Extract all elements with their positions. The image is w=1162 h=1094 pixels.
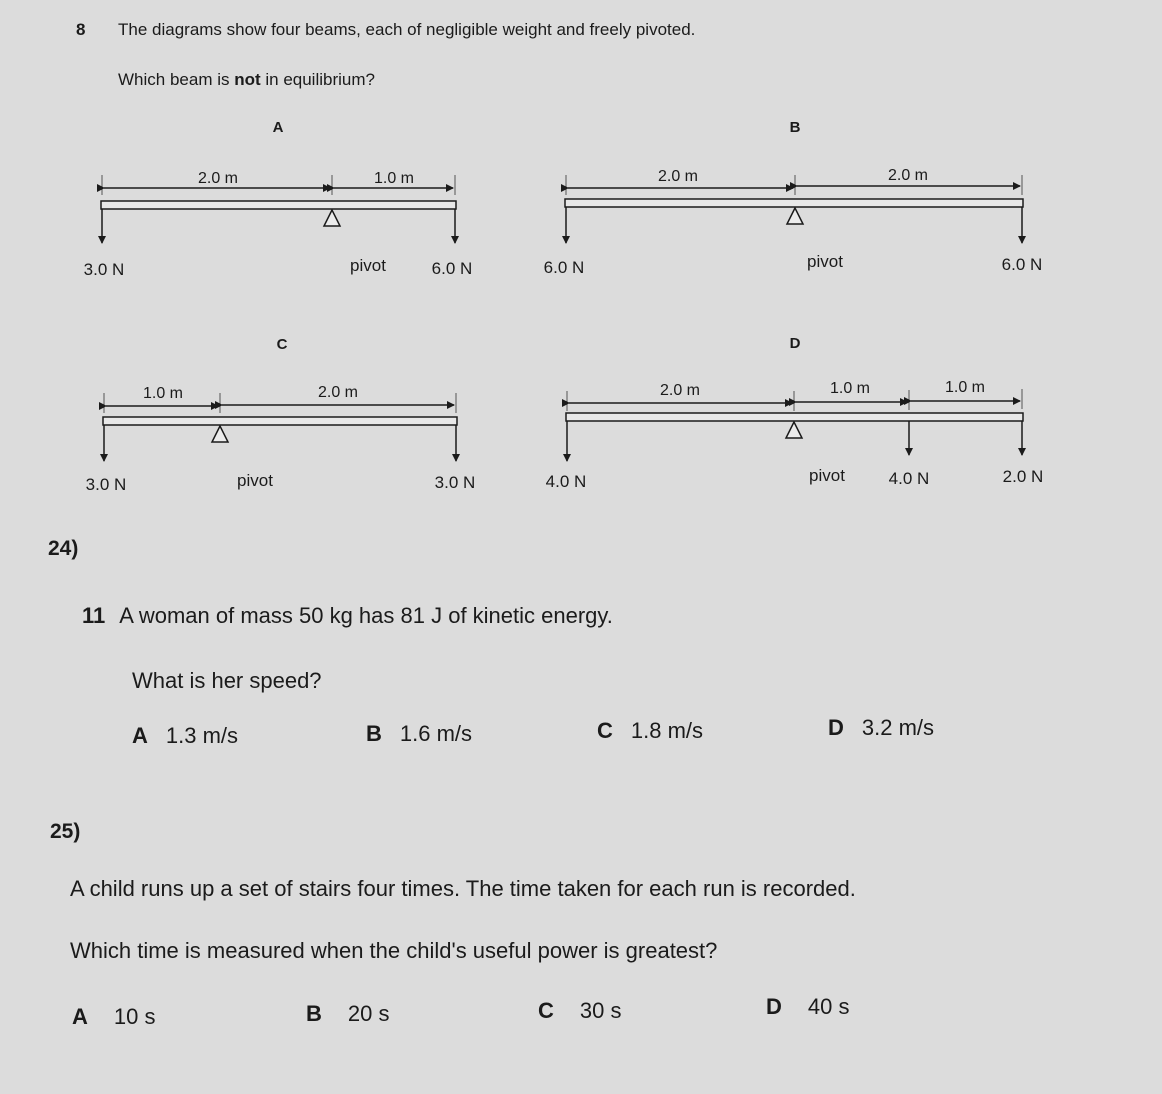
question-number: 8 — [76, 20, 86, 39]
beam-d-left-force: 4.0 N — [545, 472, 587, 491]
beam-c-left-force: 3.0 N — [85, 475, 127, 494]
beam-d — [546, 335, 1044, 491]
beam-d-bar — [566, 413, 1023, 421]
beam-b — [544, 119, 1043, 277]
q11-number: 11 — [82, 603, 106, 628]
q11-stem — [82, 603, 613, 629]
beam-b-dim1: 2.0 m — [657, 168, 699, 185]
beam-a-dim2: 1.0 m — [373, 170, 415, 187]
prompt-end: in equilibrium? — [260, 70, 375, 89]
beam-d-pivot-triangle — [786, 422, 802, 438]
beam-d-pivot-label: pivot — [809, 466, 845, 485]
q25-option-b[interactable] — [306, 1001, 389, 1027]
beam-a-pivot-label: pivot — [350, 256, 386, 275]
beam-a-left-force: 3.0 N — [83, 260, 125, 279]
beam-c-dim1: 1.0 m — [142, 385, 184, 402]
prompt-start: Which beam is — [118, 70, 235, 89]
beam-c-label: C — [276, 336, 288, 353]
q25-option-d-letter: D — [766, 994, 782, 1019]
beam-a-right-force: 6.0 N — [431, 259, 473, 278]
item-marker-24: 24) — [48, 537, 79, 560]
q11-option-c[interactable] — [597, 718, 703, 744]
q11-text: A woman of mass 50 kg has 81 J of kinetic energy. — [119, 603, 613, 628]
beam-b-pivot-label: pivot — [807, 252, 843, 271]
q11-option-c-letter: C — [597, 718, 613, 743]
q25-option-c[interactable] — [538, 998, 621, 1024]
q25-question: Which time is measured when the child's useful power is greatest? — [70, 938, 718, 963]
beam-c — [86, 336, 476, 494]
q25-option-d-text: 40 s — [807, 994, 850, 1019]
q11-option-d-letter: D — [828, 715, 844, 740]
q25-option-b-letter: B — [306, 1001, 322, 1026]
beam-a-dim1: 2.0 m — [197, 170, 239, 187]
q25-option-d[interactable] — [766, 994, 849, 1020]
beam-b-label: B — [789, 119, 801, 136]
beam-b-dim2: 2.0 m — [887, 167, 929, 184]
q11-option-a-text: 1.3 m/s — [165, 723, 239, 748]
beam-c-dim2: 2.0 m — [317, 384, 359, 401]
q11-option-b-text: 1.6 m/s — [399, 721, 473, 746]
beam-b-bar — [565, 199, 1023, 207]
q11-option-c-text: 1.8 m/s — [630, 718, 704, 743]
prompt-emphasis: not — [234, 70, 261, 89]
beam-c-right-force: 3.0 N — [434, 473, 476, 492]
beam-a — [84, 119, 473, 279]
q25-option-a-text: 10 s — [113, 1004, 156, 1029]
q11-option-d[interactable] — [828, 715, 934, 741]
question-intro: The diagrams show four beams, each of negligible weight and freely pivoted. — [118, 20, 696, 39]
q11-question: What is her speed? — [132, 668, 322, 693]
q25-option-a[interactable] — [72, 1004, 155, 1030]
beam-a-label: A — [272, 119, 284, 136]
beam-a-pivot-triangle — [324, 210, 340, 226]
beam-d-right-force: 2.0 N — [1002, 467, 1044, 486]
q11-option-a-letter: A — [132, 723, 148, 748]
q25-text: A child runs up a set of stairs four times. The time taken for each run is recorded. — [70, 876, 856, 901]
beam-b-right-force: 6.0 N — [1001, 255, 1043, 274]
beam-d-dim3: 1.0 m — [944, 379, 986, 396]
q25-option-c-text: 30 s — [579, 998, 622, 1023]
q11-option-d-text: 3.2 m/s — [861, 715, 935, 740]
beam-d-label: D — [789, 335, 801, 352]
beam-d-mid-force: 4.0 N — [888, 469, 930, 488]
q25-option-b-text: 20 s — [347, 1001, 390, 1026]
beam-b-left-force: 6.0 N — [543, 258, 585, 277]
beam-b-pivot-triangle — [787, 208, 803, 224]
beam-c-pivot-triangle — [212, 426, 228, 442]
beam-c-bar — [103, 417, 457, 425]
beam-d-dim2: 1.0 m — [829, 380, 871, 397]
q25-option-c-letter: C — [538, 998, 554, 1023]
q11-option-b-letter: B — [366, 721, 382, 746]
q25-option-a-letter: A — [72, 1004, 88, 1029]
q11-option-a[interactable] — [132, 723, 238, 749]
item-marker-25: 25) — [50, 820, 81, 843]
beam-diagrams — [0, 0, 1162, 520]
beam-c-pivot-label: pivot — [237, 471, 273, 490]
beam-d-dim1: 2.0 m — [659, 382, 701, 399]
beam-a-bar — [101, 201, 456, 209]
q11-option-b[interactable] — [366, 721, 472, 747]
